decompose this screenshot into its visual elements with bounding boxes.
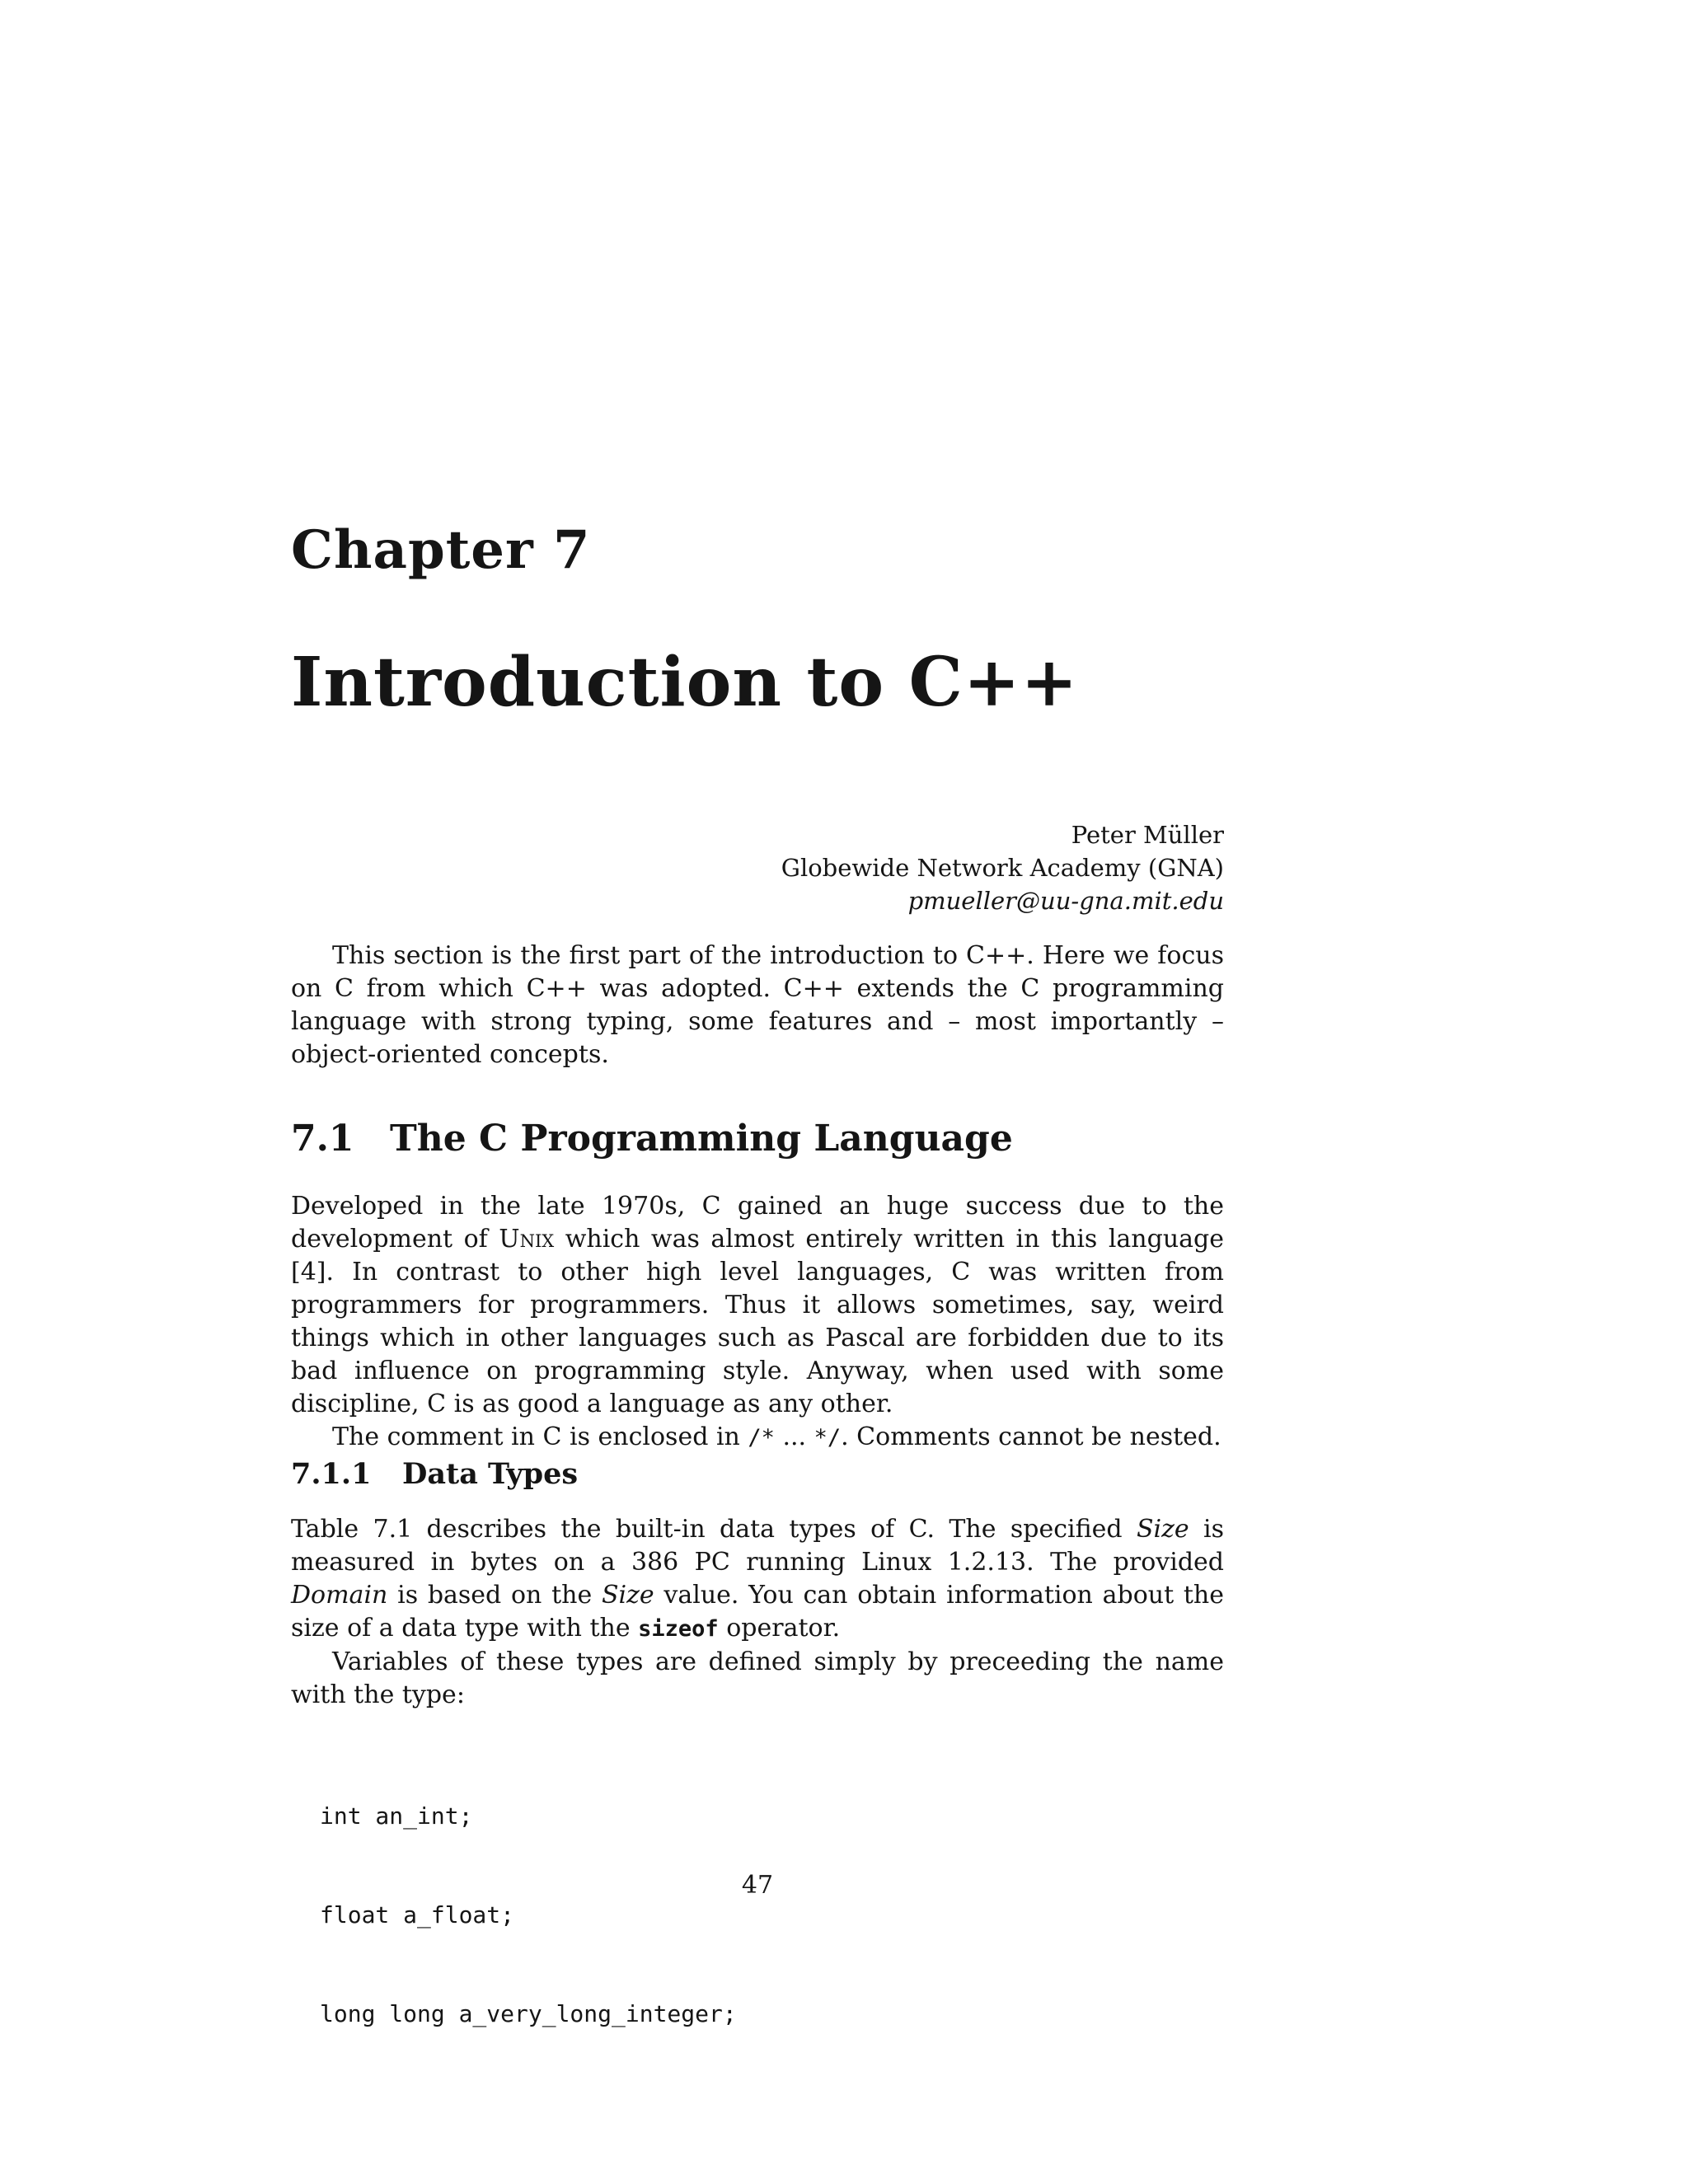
emphasis-size: Size xyxy=(1136,1515,1189,1544)
text-run: The comment in C is enclosed in xyxy=(332,1422,748,1451)
text-run: which was almost entirely written in this language [4]. In contrast to other high level languages, C was written from programmers for programmers. Thus it allows sometimes, say, weird things which in other languages such as Pascal are forbidden due to its bad influence on programming style. Anyway, when used with some discipline, C is as good a language as any other. xyxy=(291,1225,1224,1418)
text-run: ... xyxy=(774,1422,814,1451)
code-line: int an_int; xyxy=(320,1802,473,1830)
code-block xyxy=(320,1734,737,2097)
intro-paragraph: This section is the first part of the introduction to C++. Here we focus on C from which C++ was adopted. C++ extends the C programming language with strong typing, some features and – most importantly – object-oriented concepts. xyxy=(291,941,1224,1069)
subsection-paragraph: Variables of these types are defined simply by preceeding the name with the type: xyxy=(291,1647,1224,1709)
author-affiliation: Globewide Network Academy (GNA) xyxy=(781,854,1224,882)
text-run: value. You can obtain information about the size of a data type with the xyxy=(291,1581,1224,1643)
section-paragraph xyxy=(291,1421,1224,1455)
author-block xyxy=(781,818,1224,917)
author-name: Peter Müller xyxy=(1071,821,1224,849)
code-line: long long a_very_long_integer; xyxy=(320,2000,737,2027)
chapter-label: Chapter 7 xyxy=(291,519,591,581)
text-run: is measured in bytes on a 386 PC running Linux 1.2.13. The provided xyxy=(291,1515,1225,1577)
section-paragraph xyxy=(291,1190,1224,1421)
subsection-heading-7-1-1 xyxy=(291,1455,578,1494)
unix-term: Unix xyxy=(499,1225,555,1254)
text-run: . Comments cannot be nested. xyxy=(841,1422,1221,1451)
chapter-title: Introduction to C++ xyxy=(291,643,1079,722)
sizeof-code: sizeof xyxy=(638,1616,719,1642)
subsection-number: 7.1.1 xyxy=(291,1457,372,1491)
comment-open-code: /* xyxy=(748,1425,775,1451)
intro-section xyxy=(291,940,1224,1071)
section-title: The C Programming Language xyxy=(390,1118,1013,1160)
emphasis-domain: Domain xyxy=(291,1581,388,1610)
text-run: Developed in the late 1970s, C gained an huge success due to the development of xyxy=(291,1192,1224,1254)
subsection-body-7-1-1 xyxy=(291,1513,1224,1712)
text-run: is based on the xyxy=(387,1581,602,1610)
code-line: float a_float; xyxy=(320,1901,515,1929)
subsection-paragraph xyxy=(291,1513,1224,1646)
text-run: operator. xyxy=(718,1614,841,1643)
section-body-7-1 xyxy=(291,1190,1224,1455)
section-number: 7.1 xyxy=(291,1118,354,1160)
author-email: pmueller@uu-gna.mit.edu xyxy=(907,887,1224,915)
subsection-title: Data Types xyxy=(402,1457,579,1491)
text-run: Table 7.1 describes the built-in data types of C. The specified xyxy=(291,1515,1137,1544)
section-heading-7-1 xyxy=(291,1114,1013,1164)
page-number: 47 xyxy=(741,1871,774,1900)
comment-close-code: */ xyxy=(814,1425,842,1451)
emphasis-size: Size xyxy=(601,1581,654,1610)
